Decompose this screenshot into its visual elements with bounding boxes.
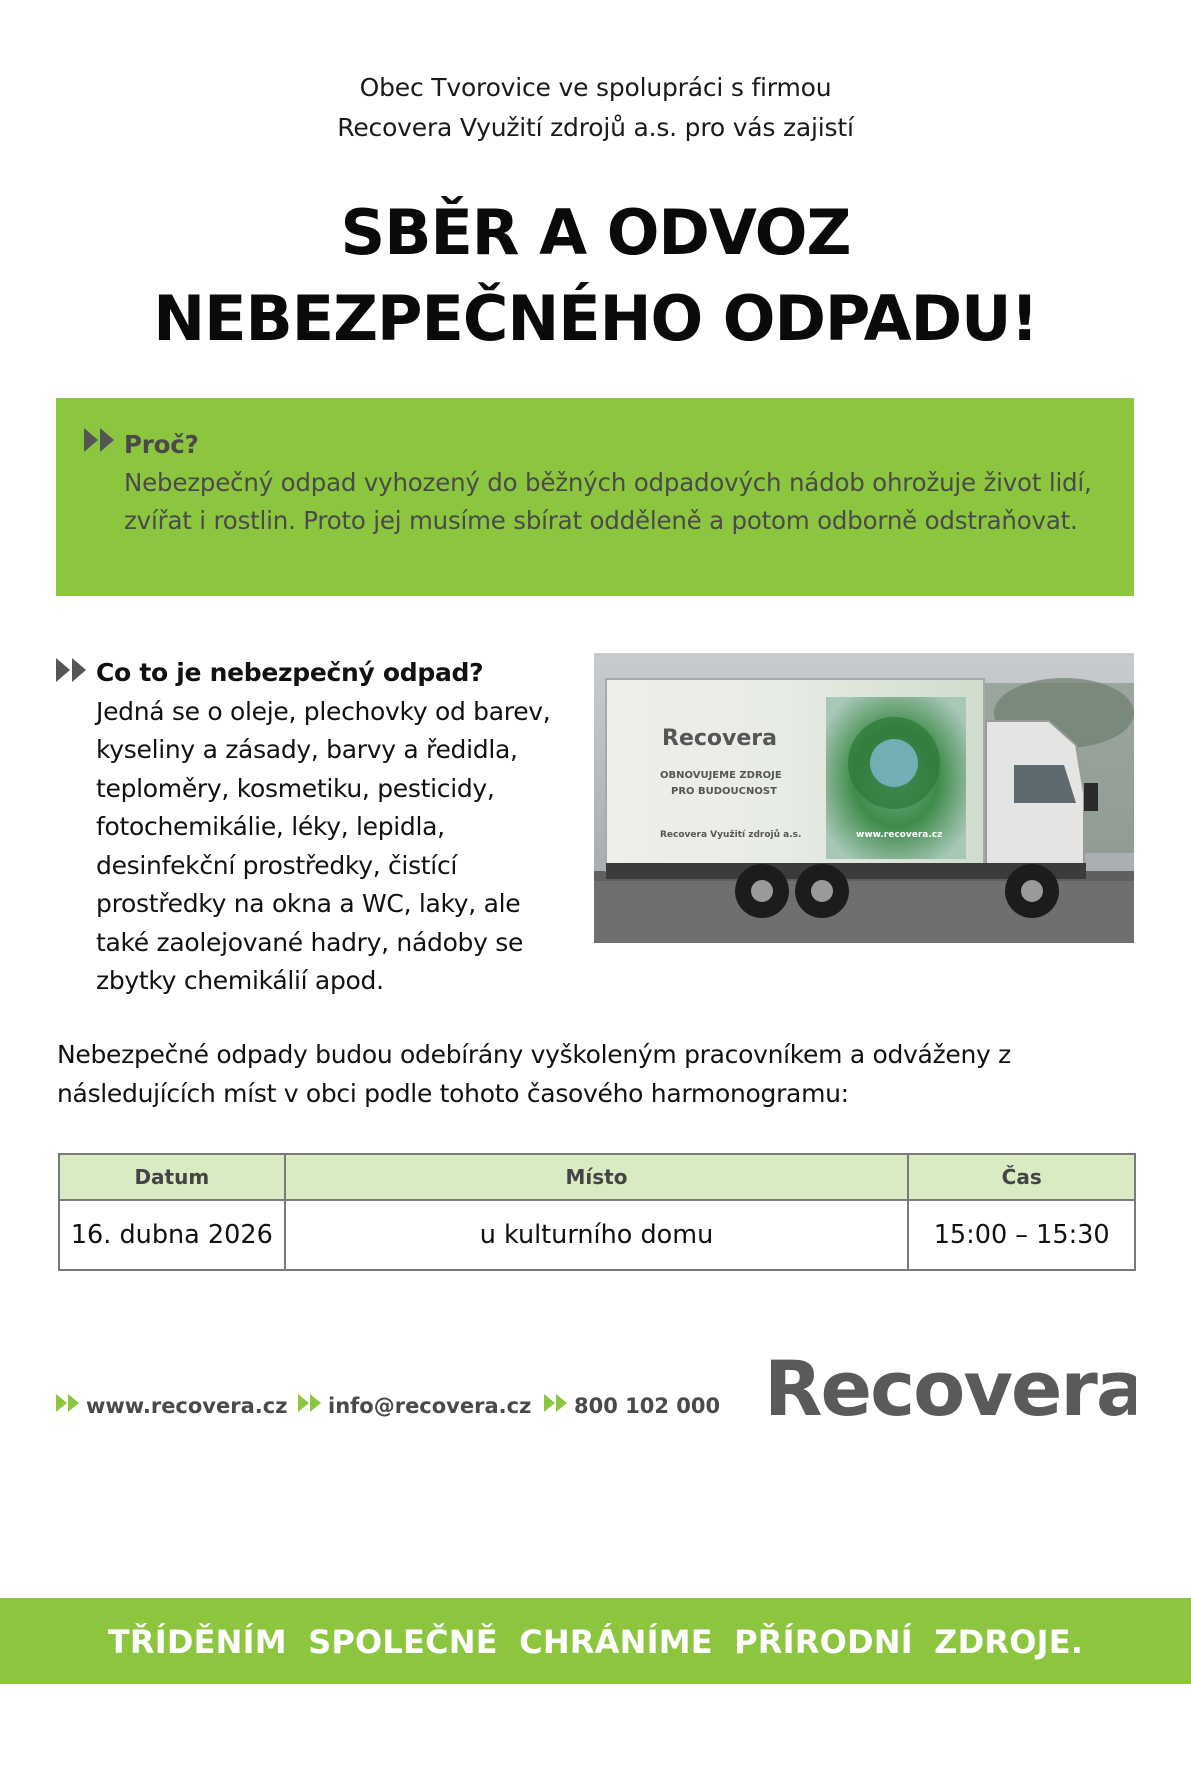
logo-text: Recovera bbox=[764, 1345, 1136, 1430]
intro-text bbox=[0, 68, 1191, 148]
why-box bbox=[56, 398, 1134, 596]
truck-website: www.recovera.cz bbox=[856, 830, 943, 840]
double-arrow-icon bbox=[298, 1393, 322, 1417]
headline-line-1: SBĚR A ODVOZ bbox=[340, 196, 851, 269]
intro-line-1: Obec Tvorovice ve spolupráci s firmou bbox=[359, 73, 832, 102]
what-answer: Jedná se o oleje, plechovky od barev, kyseliny a zásady, barvy a ředidla, teploměry, kosmetiku, pesticidy, fotochemikálie, léky, lepidla, desinfekční prostředky, čistící prostředky na okna a WC, laky, ale také zaolejované hadry, nádoby se zbytky chemikálií apod. bbox=[96, 696, 551, 995]
phone-link[interactable]: 800 102 000 bbox=[574, 1394, 721, 1418]
contact-email[interactable] bbox=[298, 1394, 531, 1419]
what-question: Co to je nebezpečný odpad? bbox=[96, 658, 484, 687]
contact-phone[interactable] bbox=[544, 1394, 720, 1419]
cell-place: u kulturního domu bbox=[285, 1200, 909, 1270]
table-row bbox=[59, 1200, 1135, 1270]
slogan: TŘÍDĚNÍM SPOLEČNĚ CHRÁNÍME PŘÍRODNÍ ZDROJE. DĚKUJEME. bbox=[107, 1623, 1084, 1749]
contact-web[interactable] bbox=[56, 1394, 287, 1419]
what-text-block bbox=[96, 654, 576, 1001]
schedule-intro: Nebezpečné odpady budou odebírány vyškoleným pracovníkem a odváženy z následujících míst v obci podle tohoto časového harmonogramu: bbox=[57, 1040, 1011, 1108]
truck-brand: Recovera bbox=[662, 726, 777, 751]
truck-slogan-1: OBNOVUJEME ZDROJE bbox=[660, 770, 782, 781]
why-question: Proč? bbox=[124, 430, 199, 459]
truck-slogan-2: PRO BUDOUCNOST bbox=[671, 786, 777, 797]
email-link[interactable]: info@recovera.cz bbox=[328, 1394, 532, 1418]
double-arrow-icon bbox=[56, 658, 88, 686]
page-title bbox=[0, 190, 1191, 362]
truck-company: Recovera Využití zdrojů a.s. bbox=[660, 830, 802, 840]
column-header-place: Místo bbox=[285, 1154, 909, 1200]
intro-line-2: Recovera Využití zdrojů a.s. pro vás zajistí bbox=[337, 113, 854, 142]
column-header-time: Čas bbox=[908, 1154, 1135, 1200]
column-header-date: Datum bbox=[59, 1154, 285, 1200]
bottom-banner bbox=[0, 1598, 1191, 1749]
double-arrow-icon bbox=[544, 1393, 568, 1417]
web-link[interactable]: www.recovera.cz bbox=[86, 1394, 288, 1418]
recovera-logo bbox=[764, 1345, 1136, 1430]
double-arrow-icon bbox=[56, 1393, 80, 1417]
why-answer: Nebezpečný odpad vyhozený do běžných odpadových nádob ohrožuje život lidí, zvířat i rostlin. Proto jej musíme sbírat odděleně a potom odborně odstraňovat. bbox=[124, 468, 1092, 535]
headline-line-2: NEBEZPEČNÉHO ODPADU! bbox=[153, 282, 1038, 355]
schedule-table bbox=[58, 1153, 1136, 1271]
table-header-row bbox=[59, 1154, 1135, 1200]
why-text-block bbox=[124, 426, 1114, 540]
double-arrow-icon bbox=[84, 428, 116, 456]
cell-time: 15:00 – 15:30 bbox=[908, 1200, 1135, 1270]
cell-date: 16. dubna 2026 bbox=[59, 1200, 285, 1270]
truck-photo bbox=[594, 653, 1134, 943]
